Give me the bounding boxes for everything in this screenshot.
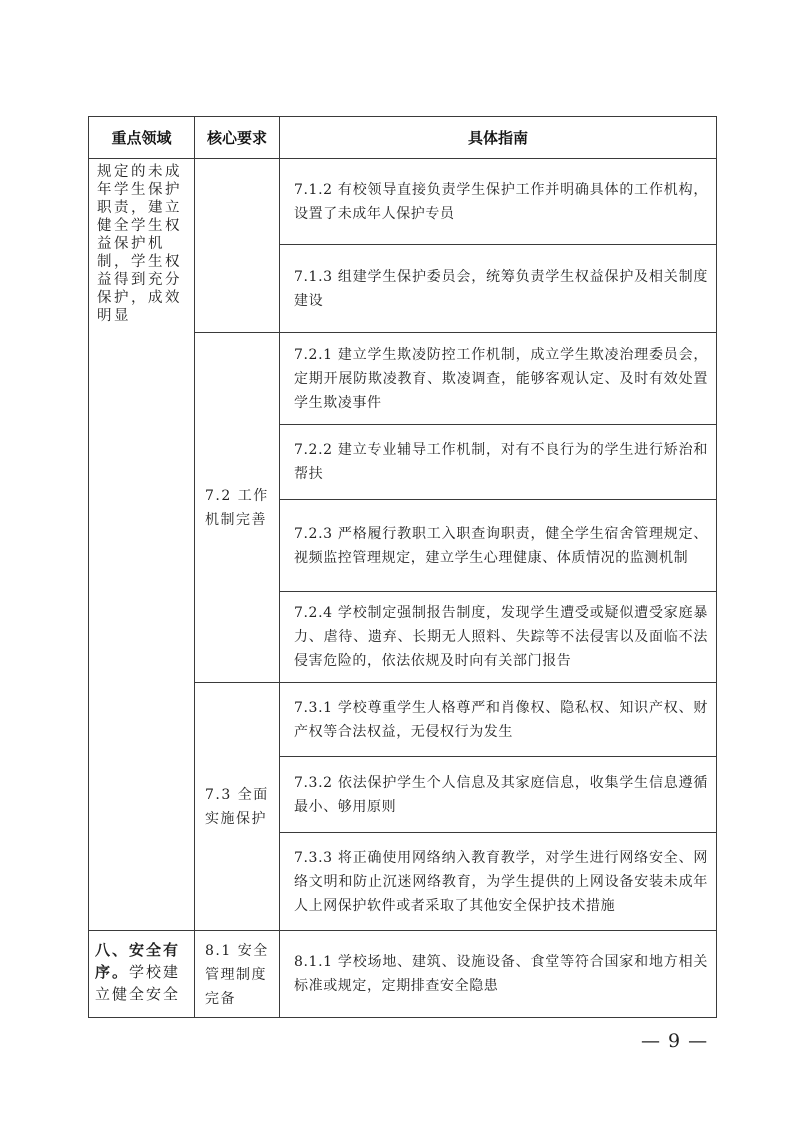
table-header-row (89, 117, 717, 159)
guide-cell-7-1-3 (280, 245, 717, 333)
requirement-7-3: 7.3 全面实施保护 (205, 786, 269, 827)
table-row (89, 159, 717, 245)
guide-7-2-4: 7.2.4 学校制定强制报告制度，发现学生遭受或疑似遭受家庭暴力、虐待、遗弃、长期无人照料、失踪等不法侵害以及面临不法侵害危险的，依法依规及时向有关部门报告 (294, 605, 708, 669)
header-key-area: 重点领域 (89, 117, 195, 159)
area-8-title: 八、安全有序。 (95, 941, 181, 981)
guide-cell-8-1-1 (280, 931, 717, 1018)
guide-cell-7-3-2 (280, 757, 717, 833)
guideline-table (88, 116, 717, 1018)
area-8-text (89, 931, 194, 1005)
guide-7-1-2: 7.1.2 有校领导直接负责学生保护工作并明确具体的工作机构，设置了未成年人保护专员 (294, 181, 708, 222)
guide-cell-7-2-3 (280, 500, 717, 592)
header-core-requirement: 核心要求 (195, 117, 280, 159)
guide-7-2-1: 7.2.1 建立学生欺凌防控工作机制，成立学生欺凌治理委员会，定期开展防欺凌教育、欺凌调查，能够客观认定、及时有效处置学生欺凌事件 (294, 346, 708, 411)
guide-7-1-3: 7.1.3 组建学生保护委员会，统筹负责学生权益保护及相关制度建设 (294, 268, 708, 309)
header-specific-guide: 具体指南 (280, 117, 717, 159)
requirement-cell-empty (195, 159, 280, 333)
requirement-cell-7-3 (195, 683, 280, 931)
guide-7-2-3: 7.2.3 严格履行教职工入职查询职责，健全学生宿舍管理规定、视频监控管理规定，建立学生心理健康、体质情况的监测机制 (294, 525, 708, 566)
guide-cell-7-3-3 (280, 833, 717, 931)
guide-7-2-2: 7.2.2 建立专业辅导工作机制，对有不良行为的学生进行矫治和帮扶 (294, 442, 708, 482)
area-7-text: 规定的未成年学生保护职责，建立健全学生权益保护机制，学生权益得到充分保护，成效明显 (97, 164, 182, 324)
guide-cell-7-3-1 (280, 683, 717, 757)
guide-cell-7-2-1 (280, 333, 717, 425)
guide-cell-7-1-2 (280, 159, 717, 245)
requirement-cell-8-1 (195, 931, 280, 1018)
guide-7-3-3: 7.3.3 将正确使用网络纳入教育教学，对学生进行网络安全、网络文明和防止沉迷网络教育，为学生提供的上网设备安装未成年人上网保护软件或者采取了其他安全保护技术措施 (294, 849, 708, 914)
area-8-body: 学校建立健全安全 (95, 963, 181, 1003)
requirement-7-2: 7.2 工作机制完善 (205, 487, 269, 528)
page-number: — 9 — (641, 1030, 709, 1052)
area-cell-7 (89, 159, 195, 931)
area-cell-8 (89, 931, 195, 1018)
table-row (89, 931, 717, 1018)
guide-8-1-1: 8.1.1 学校场地、建筑、设施设备、食堂等符合国家和地方相关标准或规定，定期排查安全隐患 (294, 954, 708, 994)
requirement-cell-7-2 (195, 333, 280, 683)
requirement-8-1: 8.1 安全管理制度完备 (205, 943, 269, 1007)
guide-7-3-2: 7.3.2 依法保护学生个人信息及其家庭信息，收集学生信息遵循最小、够用原则 (294, 774, 708, 815)
guide-7-3-1: 7.3.1 学校尊重学生人格尊严和肖像权、隐私权、知识产权、财产权等合法权益，无侵权行为发生 (294, 699, 708, 740)
guide-cell-7-2-4 (280, 592, 717, 683)
guide-cell-7-2-2 (280, 425, 717, 500)
